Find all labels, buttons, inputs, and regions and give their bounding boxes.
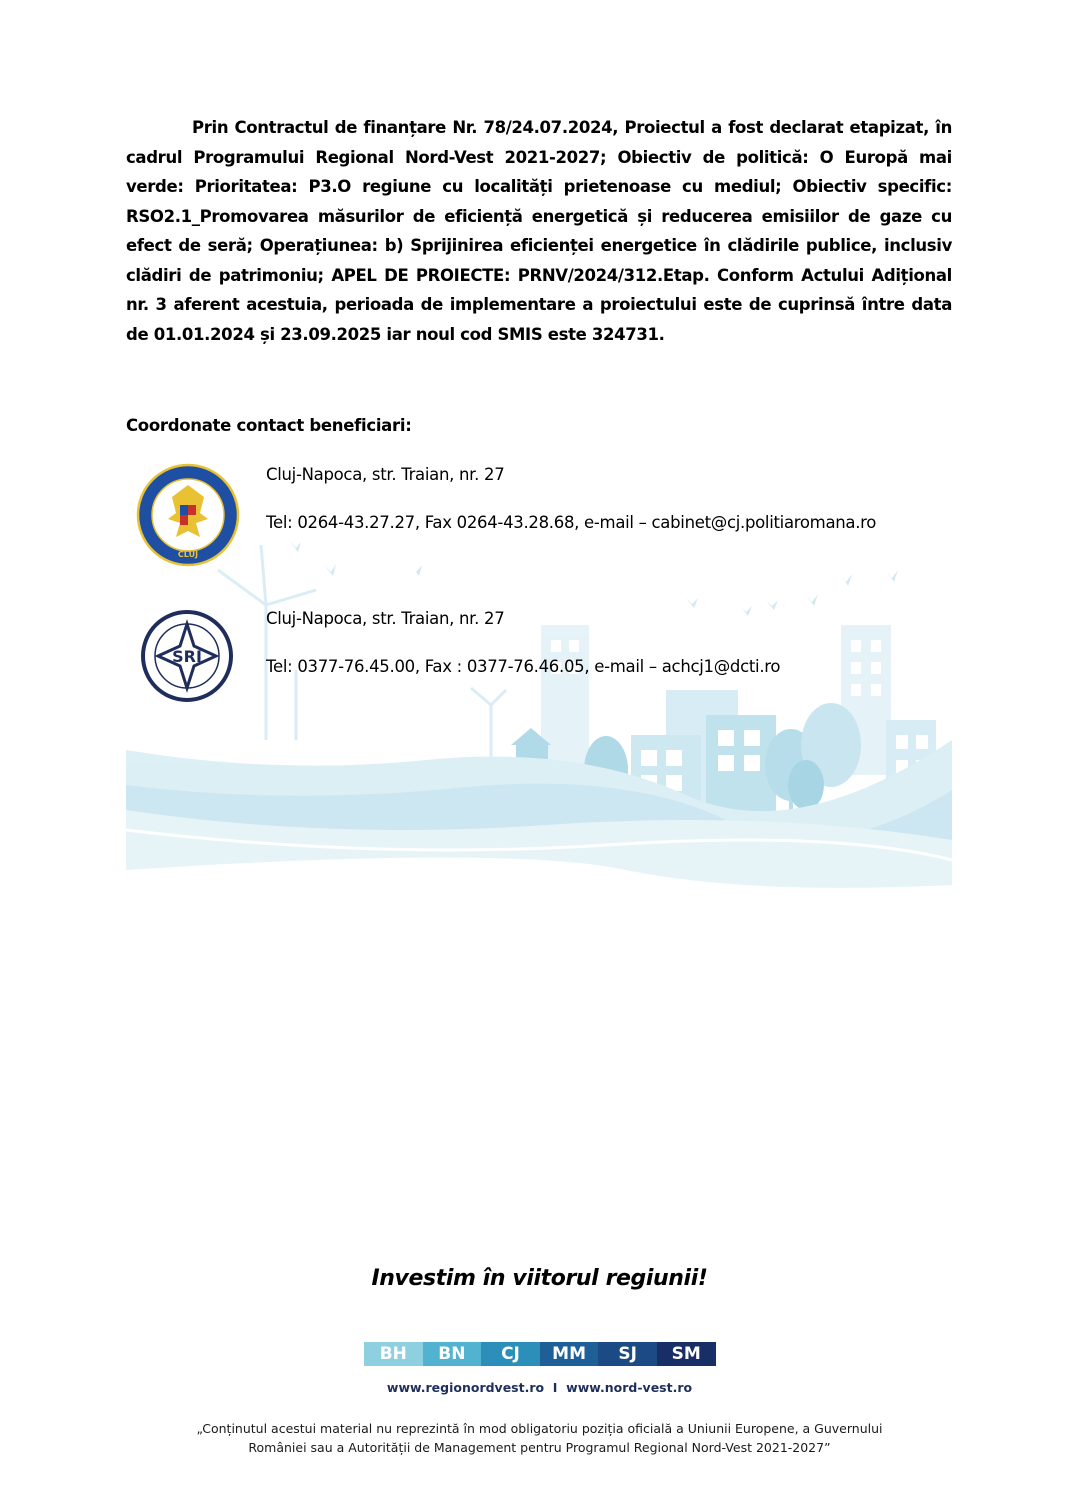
county-cj: CJ [481, 1342, 540, 1366]
county-mm: MM [540, 1342, 599, 1366]
sri-emblem-icon [136, 610, 238, 702]
contact-1-phone: Tel: 0264-43.27.27, Fax 0264-43.28.68, e-mail – cabinet@cj.politiaromana.ro [266, 513, 877, 532]
contact-2-address: Cluj-Napoca, str. Traian, nr. 27 [266, 609, 505, 628]
county-bar [364, 1342, 716, 1366]
county-bh: BH [364, 1342, 423, 1366]
county-sm: SM [657, 1342, 716, 1366]
police-logo-city: CLUJ [177, 550, 199, 559]
sri-logo-text: SRI [172, 647, 202, 666]
contact-1-address: Cluj-Napoca, str. Traian, nr. 27 [266, 465, 505, 484]
county-sj: SJ [598, 1342, 657, 1366]
disclaimer [150, 1419, 929, 1457]
eco-city-illustration [126, 540, 952, 900]
county-bn: BN [423, 1342, 482, 1366]
project-description: Prin Contractul de finanțare Nr. 78/24.07.2024, Proiectul a fost declarat etapizat, în cadrul Programului Regional Nord-Vest 2021-2027; Obiectiv de politică: O Europă mai verde: Prioritatea: P3.O regiune cu localități prietenoase cu mediul; Obiectiv specific: RSO2.1_Promovarea măsurilor de eficiență energetică și reducerea emisiilor de gaze cu efect de seră; Operațiunea: b) Sprijinirea eficienței energetice în clădirile publice, inclusiv clădiri de patrimoniu; APEL DE PROIECTE: PRNV/2024/312.Etap. Conform Actului Adițional nr. 3 aferent acestuia, perioada de implementare a proiectului este de cuprinsă între data de 01.01.2024 și 23.09.2025 iar noul cod SMIS este 324731. [126, 118, 952, 344]
slogan: Investim în viitorul regiunii! [371, 1266, 708, 1291]
police-crest-icon [136, 463, 240, 567]
contact-2-phone: Tel: 0377-76.45.00, Fax : 0377-76.46.05, e-mail – achcj1@dcti.ro [266, 657, 781, 676]
contacts-heading: Coordonate contact beneficiari: [126, 416, 412, 435]
disclaimer-line-1: „Conținutul acestui material nu reprezintă în mod obligatoriu poziția oficială a Uniunii Europene, a Guvernului [196, 1421, 883, 1436]
disclaimer-line-2: României sau a Autorității de Management pentru Programul Regional Nord-Vest 2021-2027” [248, 1440, 831, 1455]
web-links[interactable]: www.regionordvest.ro I www.nord-vest.ro [386, 1380, 693, 1395]
